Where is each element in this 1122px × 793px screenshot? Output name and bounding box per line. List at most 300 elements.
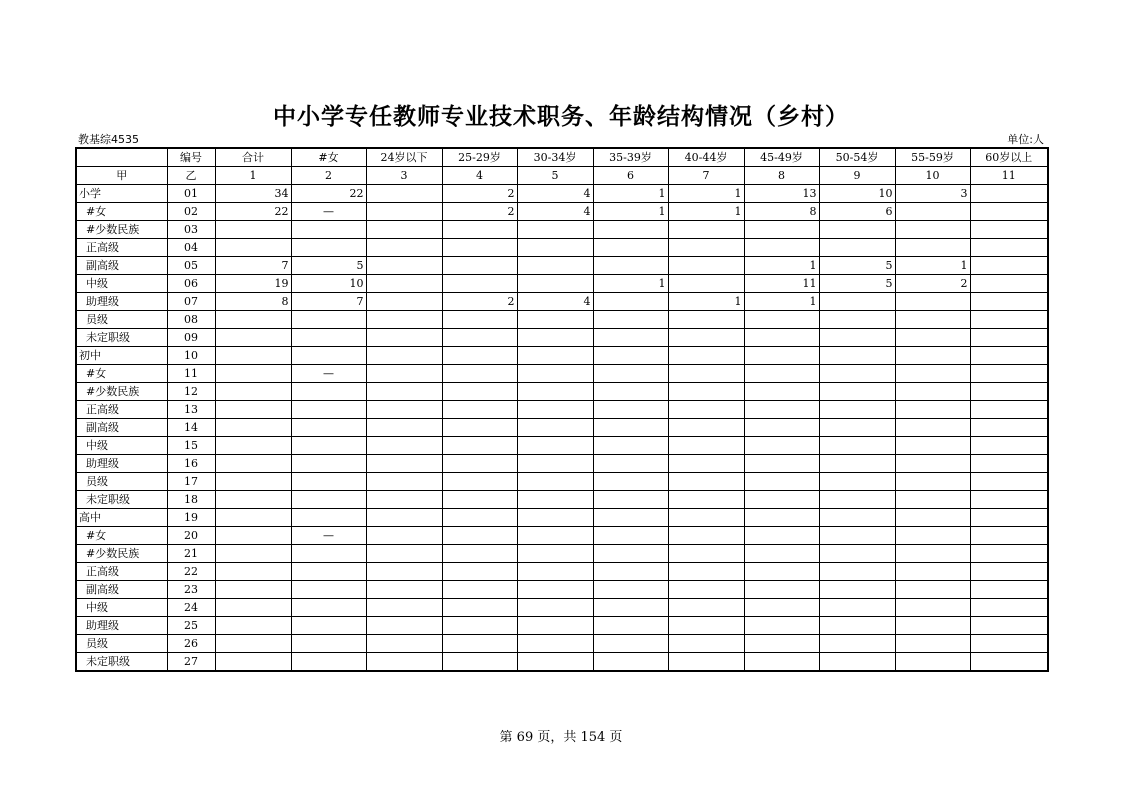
table-cell — [593, 509, 668, 527]
table-row — [76, 419, 1048, 437]
row-label: #女 — [76, 203, 167, 221]
page-title: 中小学专任教师专业技术职务、年龄结构情况（乡村） — [273, 104, 849, 130]
row-label: 员级 — [76, 473, 167, 491]
table-cell — [517, 581, 593, 599]
table-cell — [593, 491, 668, 509]
table-cell — [668, 599, 744, 617]
table-cell — [442, 311, 517, 329]
table-cell: 7 — [291, 293, 366, 311]
table-cell — [593, 401, 668, 419]
table-cell — [366, 329, 442, 347]
table-cell — [366, 527, 442, 545]
table-cell — [517, 419, 593, 437]
table-cell — [517, 347, 593, 365]
table-row — [76, 239, 1048, 257]
table-cell — [819, 329, 895, 347]
table-cell — [291, 455, 366, 473]
table-cell — [291, 617, 366, 635]
column-header: 35-39岁 — [593, 148, 668, 167]
table-cell — [366, 455, 442, 473]
row-label: 中级 — [76, 275, 167, 293]
table-cell — [744, 383, 819, 401]
table-cell — [819, 581, 895, 599]
table-cell — [970, 401, 1048, 419]
table-cell — [517, 653, 593, 672]
table-row — [76, 347, 1048, 365]
table-cell — [366, 311, 442, 329]
statistics-table — [75, 147, 1049, 672]
column-header: 24岁以下 — [366, 148, 442, 167]
table-cell — [668, 311, 744, 329]
unit-label: 单位:人 — [1007, 133, 1044, 146]
row-code: 14 — [167, 419, 215, 437]
table-cell — [593, 581, 668, 599]
table-cell — [291, 401, 366, 419]
table-cell — [366, 545, 442, 563]
column-index: 8 — [744, 167, 819, 185]
table-cell — [970, 599, 1048, 617]
table-cell — [593, 455, 668, 473]
table-cell — [517, 473, 593, 491]
table-row — [76, 563, 1048, 581]
column-index: 1 — [215, 167, 291, 185]
row-label: 正高级 — [76, 239, 167, 257]
table-cell — [819, 527, 895, 545]
column-header: 55-59岁 — [895, 148, 970, 167]
table-row — [76, 365, 1048, 383]
table-cell — [744, 311, 819, 329]
table-row — [76, 293, 1048, 311]
table-cell — [442, 257, 517, 275]
table-cell — [819, 365, 895, 383]
table-cell — [970, 257, 1048, 275]
table-cell — [593, 347, 668, 365]
table-cell — [291, 221, 366, 239]
table-cell — [744, 401, 819, 419]
table-cell — [744, 347, 819, 365]
row-label: 助理级 — [76, 293, 167, 311]
table-cell — [366, 239, 442, 257]
table-cell: 4 — [517, 293, 593, 311]
table-cell — [895, 581, 970, 599]
table-cell — [819, 419, 895, 437]
table-cell — [215, 311, 291, 329]
table-cell — [593, 329, 668, 347]
table-row — [76, 437, 1048, 455]
table-cell — [442, 275, 517, 293]
table-cell — [442, 401, 517, 419]
table-cell — [593, 419, 668, 437]
row-label: 小学 — [76, 185, 167, 203]
table-cell — [215, 509, 291, 527]
table-row — [76, 329, 1048, 347]
table-cell — [744, 563, 819, 581]
table-cell — [668, 473, 744, 491]
table-cell — [819, 239, 895, 257]
table-cell — [819, 293, 895, 311]
table-cell — [215, 599, 291, 617]
table-cell — [895, 383, 970, 401]
table-cell: 7 — [215, 257, 291, 275]
table-cell — [819, 653, 895, 672]
table-cell — [291, 635, 366, 653]
row-code: 13 — [167, 401, 215, 419]
table-cell — [215, 455, 291, 473]
table-cell — [819, 455, 895, 473]
table-cell — [517, 383, 593, 401]
table-cell: 1 — [593, 185, 668, 203]
column-index: 9 — [819, 167, 895, 185]
table-cell — [215, 383, 291, 401]
form-code: 教基综4535 — [78, 133, 139, 146]
table-cell: 1 — [593, 275, 668, 293]
header-row — [76, 148, 1048, 167]
row-code: 22 — [167, 563, 215, 581]
table-cell — [668, 401, 744, 419]
table-cell — [291, 491, 366, 509]
table-cell — [215, 491, 291, 509]
table-cell — [970, 653, 1048, 672]
column-index: 6 — [593, 167, 668, 185]
table-cell — [895, 203, 970, 221]
row-code: 10 — [167, 347, 215, 365]
table-cell: 8 — [215, 293, 291, 311]
table-cell — [970, 617, 1048, 635]
table-row — [76, 509, 1048, 527]
table-cell: 2 — [895, 275, 970, 293]
table-cell: 4 — [517, 185, 593, 203]
table-cell — [517, 275, 593, 293]
table-cell — [366, 203, 442, 221]
table-cell — [744, 653, 819, 672]
table-cell — [895, 599, 970, 617]
table-cell — [970, 635, 1048, 653]
table-cell — [366, 293, 442, 311]
table-cell — [517, 401, 593, 419]
table-cell — [970, 275, 1048, 293]
table-cell — [744, 419, 819, 437]
row-label: #少数民族 — [76, 221, 167, 239]
row-label: 正高级 — [76, 563, 167, 581]
table-cell: 1 — [668, 203, 744, 221]
table-cell — [366, 635, 442, 653]
table-cell — [819, 491, 895, 509]
table-cell — [819, 347, 895, 365]
table-cell — [895, 293, 970, 311]
table-cell — [442, 383, 517, 401]
row-code: 17 — [167, 473, 215, 491]
table-cell — [517, 599, 593, 617]
table-cell — [895, 617, 970, 635]
table-cell — [442, 545, 517, 563]
table-cell — [366, 365, 442, 383]
row-label: 高中 — [76, 509, 167, 527]
table-cell — [970, 185, 1048, 203]
table-cell — [819, 311, 895, 329]
table-cell — [291, 653, 366, 672]
table-cell — [895, 329, 970, 347]
row-code: 05 — [167, 257, 215, 275]
row-label: 员级 — [76, 311, 167, 329]
table-cell — [895, 473, 970, 491]
table-row — [76, 491, 1048, 509]
table-cell — [668, 563, 744, 581]
table-cell — [819, 563, 895, 581]
table-cell — [215, 617, 291, 635]
table-cell — [970, 221, 1048, 239]
table-cell — [215, 221, 291, 239]
row-code: 20 — [167, 527, 215, 545]
table-cell — [744, 509, 819, 527]
table-cell — [668, 257, 744, 275]
table-cell — [895, 563, 970, 581]
table-cell — [593, 653, 668, 672]
column-header: 45-49岁 — [744, 148, 819, 167]
table-cell — [366, 419, 442, 437]
table-cell — [895, 527, 970, 545]
table-cell — [970, 347, 1048, 365]
table-cell — [744, 527, 819, 545]
table-cell — [744, 455, 819, 473]
table-cell — [517, 239, 593, 257]
table-cell — [819, 509, 895, 527]
column-index: 10 — [895, 167, 970, 185]
table-cell — [291, 563, 366, 581]
table-cell — [366, 257, 442, 275]
table-cell — [744, 491, 819, 509]
table-cell: 1 — [668, 185, 744, 203]
row-code: 03 — [167, 221, 215, 239]
table-body — [76, 185, 1048, 672]
table-cell: 22 — [291, 185, 366, 203]
table-cell — [442, 419, 517, 437]
table-cell — [895, 437, 970, 455]
table-cell: 22 — [215, 203, 291, 221]
table-cell: 1 — [744, 257, 819, 275]
row-label: #女 — [76, 365, 167, 383]
table-cell — [517, 365, 593, 383]
column-header: #女 — [291, 148, 366, 167]
row-label: 副高级 — [76, 419, 167, 437]
table-cell — [970, 509, 1048, 527]
table-cell — [366, 185, 442, 203]
table-cell — [215, 473, 291, 491]
table-cell — [744, 239, 819, 257]
column-header — [76, 148, 167, 167]
table-cell: — — [291, 365, 366, 383]
row-label: 未定职级 — [76, 491, 167, 509]
row-code: 04 — [167, 239, 215, 257]
row-code: 07 — [167, 293, 215, 311]
table-cell — [517, 635, 593, 653]
table-cell — [366, 653, 442, 672]
row-code: 18 — [167, 491, 215, 509]
table-cell — [291, 347, 366, 365]
row-label: #少数民族 — [76, 383, 167, 401]
row-code: 12 — [167, 383, 215, 401]
table-cell — [517, 617, 593, 635]
table-cell: 6 — [819, 203, 895, 221]
table-cell — [442, 653, 517, 672]
table-cell: 19 — [215, 275, 291, 293]
table-cell — [895, 239, 970, 257]
table-cell — [291, 239, 366, 257]
row-label: 初中 — [76, 347, 167, 365]
row-label: #女 — [76, 527, 167, 545]
table-cell — [744, 437, 819, 455]
table-cell — [366, 383, 442, 401]
row-label: 助理级 — [76, 617, 167, 635]
table-cell — [668, 239, 744, 257]
table-cell: 34 — [215, 185, 291, 203]
table-cell — [593, 437, 668, 455]
column-header: 40-44岁 — [668, 148, 744, 167]
table-cell: 1 — [744, 293, 819, 311]
table-cell — [215, 419, 291, 437]
table-cell — [744, 221, 819, 239]
table-cell — [970, 239, 1048, 257]
table-row — [76, 311, 1048, 329]
table-cell — [668, 329, 744, 347]
table-cell — [442, 599, 517, 617]
table-cell — [593, 599, 668, 617]
table-cell — [668, 221, 744, 239]
table-cell — [970, 473, 1048, 491]
row-label: 未定职级 — [76, 653, 167, 672]
table-cell — [970, 581, 1048, 599]
table-row — [76, 383, 1048, 401]
column-index: 5 — [517, 167, 593, 185]
table-cell — [366, 347, 442, 365]
row-label: #少数民族 — [76, 545, 167, 563]
table-cell — [517, 257, 593, 275]
column-index: 乙 — [167, 167, 215, 185]
table-cell — [442, 527, 517, 545]
table-cell — [819, 383, 895, 401]
table-cell — [668, 419, 744, 437]
table-cell: — — [291, 203, 366, 221]
row-code: 26 — [167, 635, 215, 653]
table-cell: 5 — [819, 257, 895, 275]
table-cell — [668, 617, 744, 635]
table-cell: 4 — [517, 203, 593, 221]
table-cell — [517, 563, 593, 581]
table-row — [76, 473, 1048, 491]
table-cell — [366, 437, 442, 455]
table-cell — [291, 329, 366, 347]
row-code: 21 — [167, 545, 215, 563]
table-cell — [970, 203, 1048, 221]
table-cell — [668, 491, 744, 509]
table-cell — [366, 563, 442, 581]
table-cell — [895, 653, 970, 672]
table-cell — [668, 635, 744, 653]
table-cell — [668, 527, 744, 545]
table-cell — [442, 329, 517, 347]
row-code: 27 — [167, 653, 215, 672]
table-cell — [291, 581, 366, 599]
table-cell — [366, 509, 442, 527]
table-cell — [215, 365, 291, 383]
table-row — [76, 617, 1048, 635]
table-cell — [442, 563, 517, 581]
row-code: 19 — [167, 509, 215, 527]
table-cell — [668, 275, 744, 293]
table-row — [76, 527, 1048, 545]
table-cell — [819, 221, 895, 239]
table-cell — [668, 545, 744, 563]
column-header: 编号 — [167, 148, 215, 167]
table-row — [76, 221, 1048, 239]
table-cell — [819, 473, 895, 491]
table-cell — [215, 563, 291, 581]
table-cell — [895, 419, 970, 437]
table-row — [76, 545, 1048, 563]
table-cell — [819, 599, 895, 617]
row-code: 09 — [167, 329, 215, 347]
row-label: 员级 — [76, 635, 167, 653]
table-cell — [366, 599, 442, 617]
table-row — [76, 635, 1048, 653]
table-cell — [668, 581, 744, 599]
table-cell — [593, 473, 668, 491]
table-cell — [744, 599, 819, 617]
row-code: 24 — [167, 599, 215, 617]
table-cell — [215, 347, 291, 365]
table-cell — [970, 527, 1048, 545]
table-cell — [291, 473, 366, 491]
row-code: 02 — [167, 203, 215, 221]
table-cell — [291, 509, 366, 527]
table-cell — [215, 527, 291, 545]
table-cell: 1 — [895, 257, 970, 275]
table-cell — [366, 275, 442, 293]
table-cell — [517, 527, 593, 545]
column-index: 7 — [668, 167, 744, 185]
table-cell — [291, 383, 366, 401]
table-cell — [744, 473, 819, 491]
table-cell — [215, 545, 291, 563]
row-label: 副高级 — [76, 581, 167, 599]
table-cell: 5 — [291, 257, 366, 275]
table-cell — [215, 653, 291, 672]
table-cell — [744, 617, 819, 635]
table-cell — [291, 437, 366, 455]
table-cell — [593, 365, 668, 383]
table-cell — [895, 455, 970, 473]
table-cell — [970, 419, 1048, 437]
table-cell — [819, 401, 895, 419]
table-cell: 8 — [744, 203, 819, 221]
table-cell — [895, 347, 970, 365]
table-cell — [517, 455, 593, 473]
table-cell — [895, 545, 970, 563]
table-cell — [442, 509, 517, 527]
table-cell — [819, 437, 895, 455]
table-cell — [895, 491, 970, 509]
column-header: 50-54岁 — [819, 148, 895, 167]
table-cell — [895, 401, 970, 419]
table-cell — [517, 311, 593, 329]
table-cell — [744, 365, 819, 383]
table-cell — [442, 365, 517, 383]
row-code: 15 — [167, 437, 215, 455]
table-cell — [668, 653, 744, 672]
row-code: 01 — [167, 185, 215, 203]
table-cell — [895, 509, 970, 527]
row-code: 08 — [167, 311, 215, 329]
table-cell — [442, 239, 517, 257]
